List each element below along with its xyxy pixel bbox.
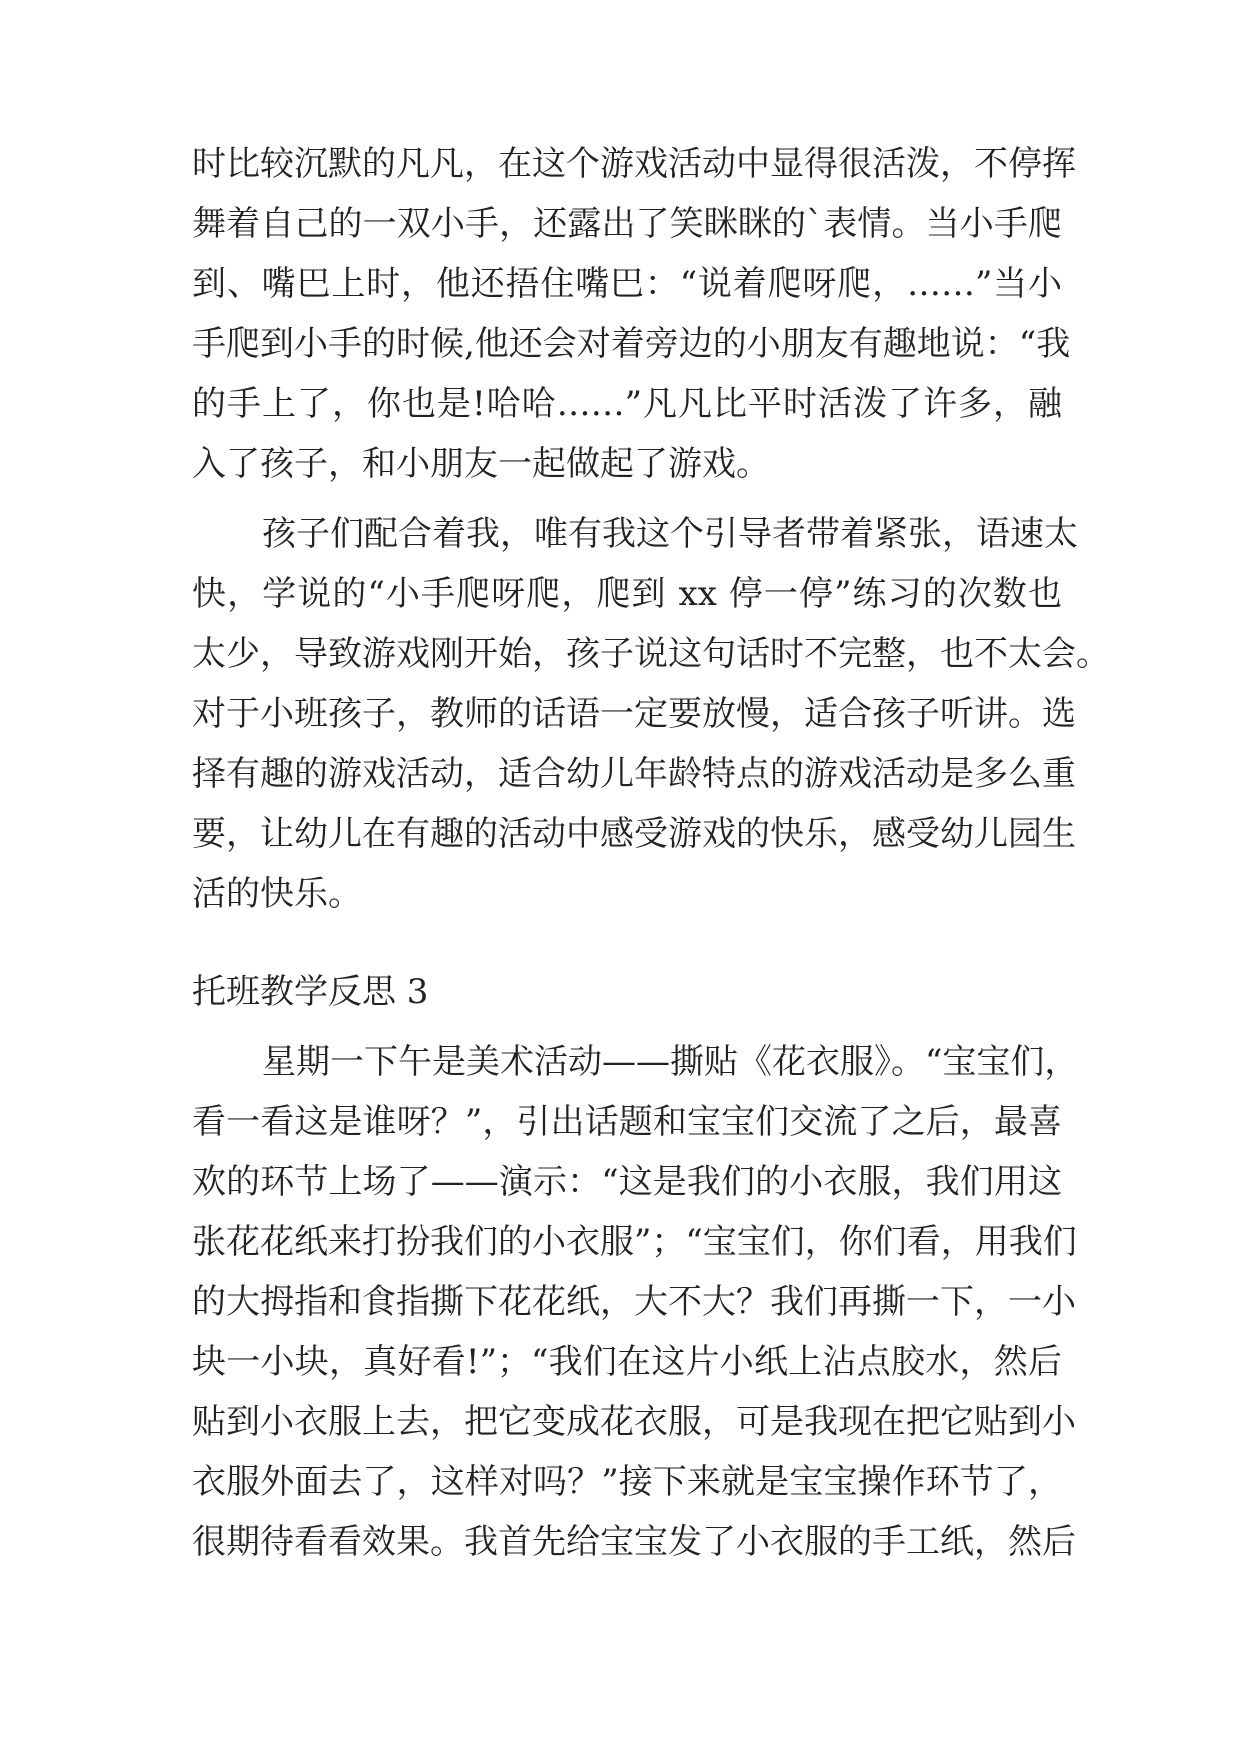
paragraph-line: 看一看这是谁呀？”，引出话题和宝宝们交流了之后，最喜 (192, 1102, 1062, 1142)
paragraph-line: 舞着自己的一双小手，还露出了笑眯眯的`表情。当小手爬 (192, 204, 1062, 244)
paragraph-line: 块一小块，真好看!”；“我们在这片小纸上沾点胶水，然后 (192, 1342, 1062, 1382)
paragraph-line: 太少，导致游戏刚开始，孩子说这句话时不完整，也不太会。 (192, 634, 1110, 674)
paragraph-line: 到、嘴巴上时，他还捂住嘴巴：“说着爬呀爬，……”当小 (192, 264, 1062, 304)
paragraph-line: 要，让幼儿在有趣的活动中感受游戏的快乐，感受幼儿园生 (192, 814, 1076, 854)
paragraph-line: 很期待看看效果。我首先给宝宝发了小衣服的手工纸，然后 (192, 1522, 1076, 1562)
paragraph-line: 入了孩子，和小朋友一起做起了游戏。 (192, 444, 770, 484)
paragraph-line: 欢的环节上场了——演示：“这是我们的小衣服，我们用这 (192, 1162, 1062, 1202)
paragraph-line: 贴到小衣服上去，把它变成花衣服，可是我现在把它贴到小 (192, 1402, 1076, 1442)
paragraph-line: 时比较沉默的凡凡，在这个游戏活动中显得很活泼，不停挥 (192, 144, 1076, 184)
paragraph-line: 张花花纸来打扮我们的小衣服”；“宝宝们，你们看，用我们 (192, 1222, 1077, 1262)
paragraph-line: 择有趣的游戏活动，适合幼儿年龄特点的游戏活动是多么重 (192, 754, 1076, 794)
paragraph-line: 的手上了，你也是!哈哈……”凡凡比平时活泼了许多，融 (192, 384, 1062, 424)
paragraph-line: 对于小班孩子，教师的话语一定要放慢，适合孩子听讲。选 (192, 694, 1076, 734)
paragraph-line: 孩子们配合着我，唯有我这个引导者带着紧张，语速太 (262, 514, 1078, 554)
paragraph-line: 活的快乐。 (192, 874, 362, 914)
paragraph-line: 的大拇指和食指撕下花花纸，大不大？我们再撕一下，一小 (192, 1282, 1076, 1322)
section-heading: 托班教学反思 3 (192, 972, 429, 1012)
paragraph-line: 快，学说的“小手爬呀爬，爬到 xx 停一停”练习的次数也 (192, 574, 1062, 614)
paragraph-line: 星期一下午是美术活动——撕贴《花衣服》。“宝宝们， (262, 1042, 1079, 1082)
paragraph-line: 手爬到小手的时候,他还会对着旁边的小朋友有趣地说：“我 (192, 324, 1071, 364)
paragraph-line: 衣服外面去了，这样对吗？”接下来就是宝宝操作环节了， (192, 1462, 1062, 1502)
